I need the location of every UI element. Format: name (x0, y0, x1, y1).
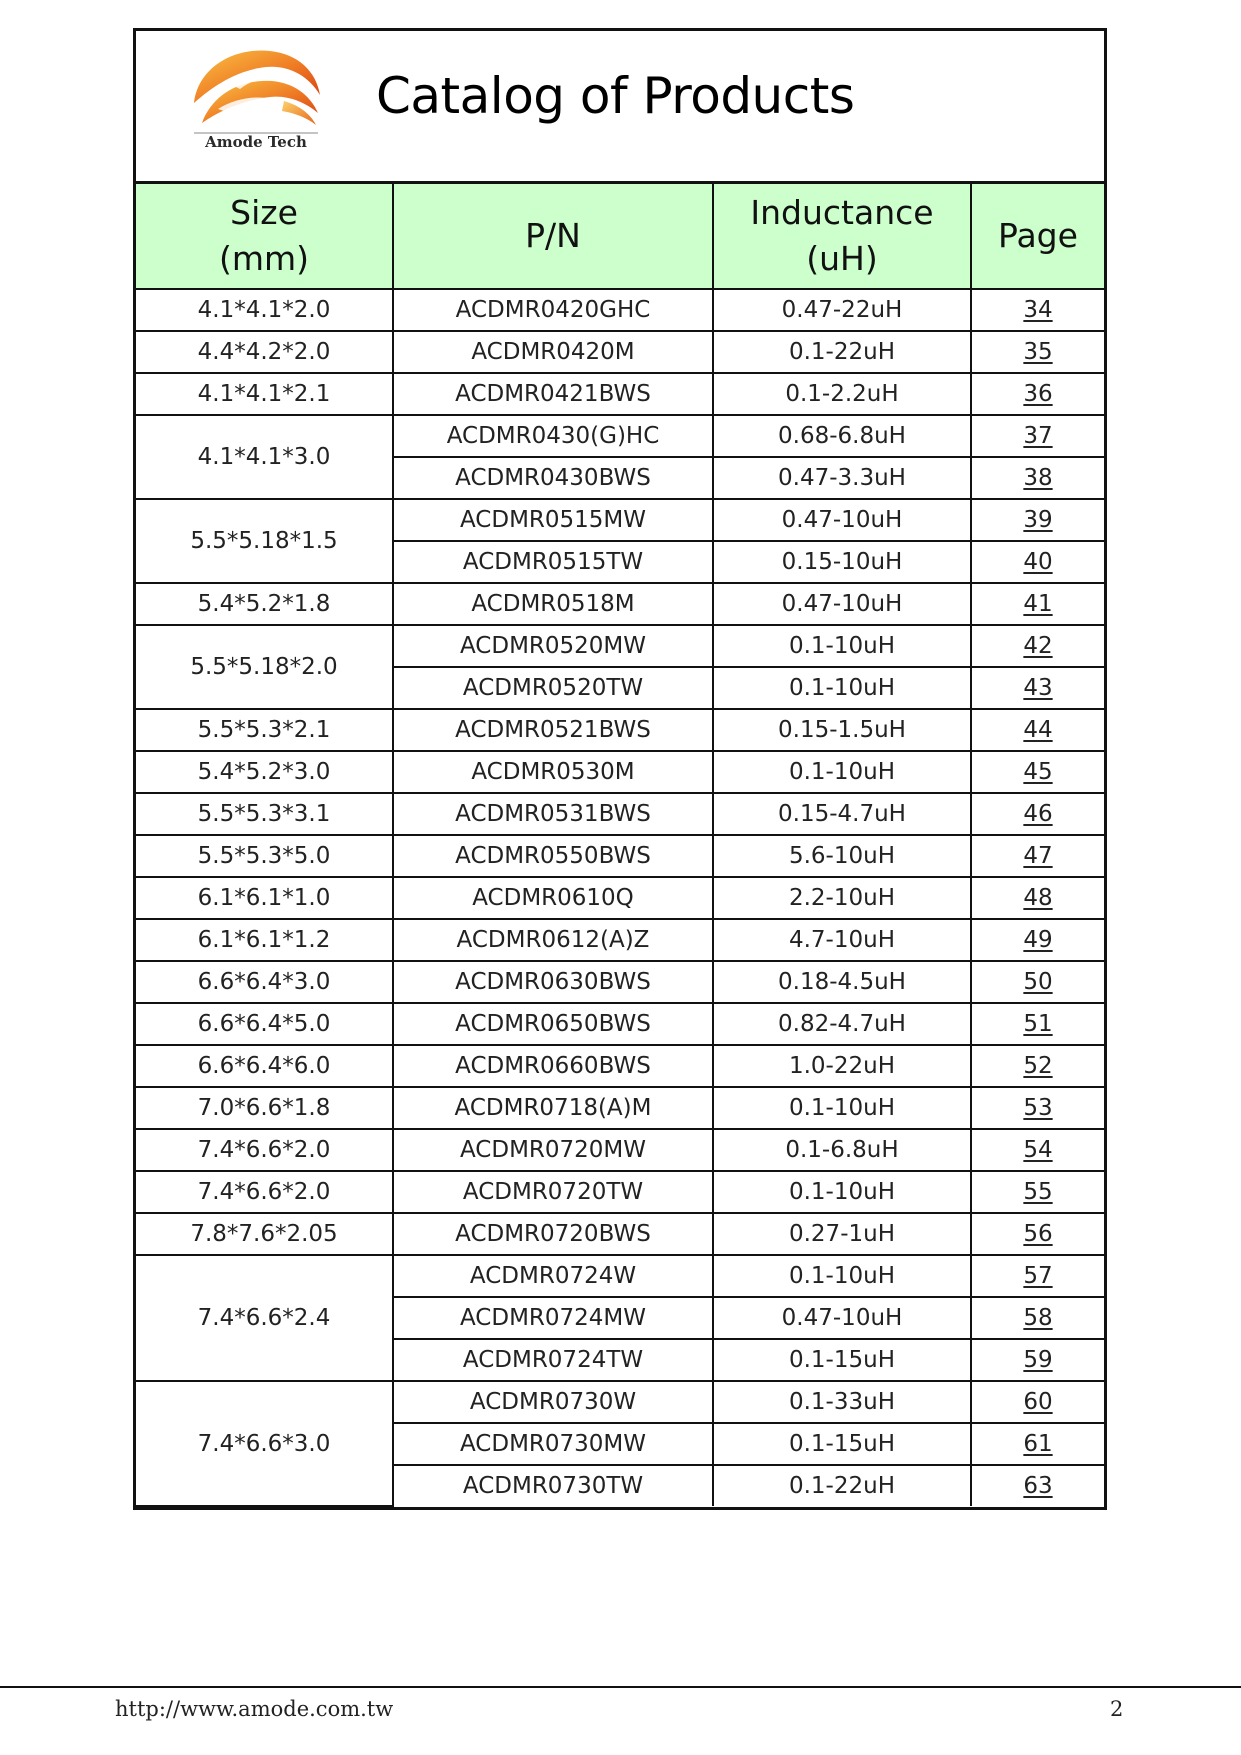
part-number-cell: ACDMR0531BWS (393, 793, 713, 835)
inductance-cell: 0.1-10uH (713, 625, 971, 667)
inductance-cell: 0.68-6.8uH (713, 415, 971, 457)
part-number-cell: ACDMR0610Q (393, 877, 713, 919)
column-header-label: Page (998, 216, 1078, 255)
page-cell (971, 1255, 1104, 1297)
inductance-cell: 0.82-4.7uH (713, 1003, 971, 1045)
size-cell: 6.1*6.1*1.0 (136, 877, 393, 919)
part-number-cell: ACDMR0515MW (393, 499, 713, 541)
size-cell: 7.8*7.6*2.05 (136, 1213, 393, 1255)
page-link[interactable]: 36 (1023, 381, 1053, 407)
part-number-cell: ACDMR0724MW (393, 1297, 713, 1339)
footer-page-number: 2 (1110, 1697, 1124, 1721)
size-cell: 4.1*4.1*2.1 (136, 373, 393, 415)
inductance-cell: 0.47-3.3uH (713, 457, 971, 499)
page-cell (971, 625, 1104, 667)
inductance-cell: 0.1-10uH (713, 1255, 971, 1297)
inductance-cell: 0.47-10uH (713, 583, 971, 625)
page-link[interactable]: 51 (1023, 1011, 1053, 1037)
part-number-cell: ACDMR0720MW (393, 1129, 713, 1171)
size-cell: 7.4*6.6*2.0 (136, 1171, 393, 1213)
table-row (136, 1381, 1104, 1423)
size-cell: 5.4*5.2*1.8 (136, 583, 393, 625)
page-link[interactable]: 52 (1023, 1053, 1053, 1079)
part-number-cell: ACDMR0518M (393, 583, 713, 625)
inductance-cell: 5.6-10uH (713, 835, 971, 877)
size-cell: 5.5*5.18*1.5 (136, 499, 393, 583)
part-number-cell: ACDMR0724W (393, 1255, 713, 1297)
column-header-unit: (mm) (218, 239, 310, 278)
size-cell: 7.4*6.6*3.0 (136, 1381, 393, 1506)
column-header-unit: (uH) (806, 239, 878, 278)
page-cell (971, 583, 1104, 625)
catalog-header (136, 31, 1104, 184)
page-cell (971, 1423, 1104, 1465)
part-number-cell: ACDMR0420GHC (393, 289, 713, 331)
page-cell (971, 919, 1104, 961)
table-row (136, 961, 1104, 1003)
part-number-cell: ACDMR0520TW (393, 667, 713, 709)
page-title: Catalog of Products (376, 67, 855, 125)
inductance-cell: 0.1-10uH (713, 751, 971, 793)
size-cell: 5.5*5.3*3.1 (136, 793, 393, 835)
inductance-cell: 0.27-1uH (713, 1213, 971, 1255)
page-cell (971, 457, 1104, 499)
column-header-label: Inductance (750, 193, 934, 232)
table-row (136, 1087, 1104, 1129)
part-number-cell: ACDMR0730MW (393, 1423, 713, 1465)
inductance-cell: 0.1-10uH (713, 1171, 971, 1213)
page-link[interactable]: 56 (1023, 1221, 1053, 1247)
page-cell (971, 1045, 1104, 1087)
size-cell: 7.0*6.6*1.8 (136, 1087, 393, 1129)
size-cell: 7.4*6.6*2.4 (136, 1255, 393, 1381)
column-header-pn (393, 184, 713, 289)
inductance-cell: 0.15-4.7uH (713, 793, 971, 835)
inductance-cell: 0.15-10uH (713, 541, 971, 583)
inductance-cell: 0.1-10uH (713, 1087, 971, 1129)
part-number-cell: ACDMR0520MW (393, 625, 713, 667)
part-number-cell: ACDMR0650BWS (393, 1003, 713, 1045)
page-link[interactable]: 55 (1023, 1179, 1053, 1205)
inductance-cell: 0.1-2.2uH (713, 373, 971, 415)
page-link[interactable]: 43 (1023, 675, 1053, 701)
inductance-cell: 0.15-1.5uH (713, 709, 971, 751)
page-link[interactable]: 48 (1023, 885, 1053, 911)
page-link[interactable]: 47 (1023, 843, 1053, 869)
size-cell: 4.1*4.1*3.0 (136, 415, 393, 499)
page-cell (971, 1087, 1104, 1129)
page-cell (971, 667, 1104, 709)
inductance-cell: 0.1-33uH (713, 1381, 971, 1423)
part-number-cell: ACDMR0550BWS (393, 835, 713, 877)
inductance-cell: 0.47-10uH (713, 499, 971, 541)
page-cell (971, 373, 1104, 415)
page-link[interactable]: 39 (1023, 507, 1053, 533)
part-number-cell: ACDMR0430BWS (393, 457, 713, 499)
part-number-cell: ACDMR0530M (393, 751, 713, 793)
page-link[interactable]: 41 (1023, 591, 1053, 617)
table-row (136, 1171, 1104, 1213)
page-cell (971, 1381, 1104, 1423)
column-header-label: Size (230, 193, 298, 232)
inductance-cell: 0.1-15uH (713, 1339, 971, 1381)
part-number-cell: ACDMR0718(A)M (393, 1087, 713, 1129)
size-cell: 6.6*6.4*5.0 (136, 1003, 393, 1045)
page-link[interactable]: 37 (1023, 423, 1053, 449)
page-link[interactable]: 53 (1023, 1095, 1053, 1121)
page-cell (971, 1297, 1104, 1339)
table-row (136, 751, 1104, 793)
column-header-label: P/N (525, 216, 581, 255)
page-cell (971, 709, 1104, 751)
size-cell: 4.1*4.1*2.0 (136, 289, 393, 331)
table-row (136, 1045, 1104, 1087)
part-number-cell: ACDMR0720TW (393, 1171, 713, 1213)
part-number-cell: ACDMR0430(G)HC (393, 415, 713, 457)
page-cell (971, 1129, 1104, 1171)
inductance-cell: 4.7-10uH (713, 919, 971, 961)
size-cell: 5.5*5.3*5.0 (136, 835, 393, 877)
page-link[interactable]: 40 (1023, 549, 1053, 575)
inductance-cell: 0.18-4.5uH (713, 961, 971, 1003)
catalog-frame (133, 28, 1107, 1510)
page-link[interactable]: 45 (1023, 759, 1053, 785)
page-cell (971, 499, 1104, 541)
page-link[interactable]: 54 (1023, 1137, 1053, 1163)
page-cell (971, 541, 1104, 583)
page-link[interactable]: 35 (1023, 339, 1053, 365)
product-table (136, 184, 1104, 1507)
page-cell (971, 1003, 1104, 1045)
page-link[interactable]: 38 (1023, 465, 1053, 491)
size-cell: 4.4*4.2*2.0 (136, 331, 393, 373)
inductance-cell: 0.1-22uH (713, 1465, 971, 1506)
page-cell (971, 415, 1104, 457)
inductance-cell: 0.1-15uH (713, 1423, 971, 1465)
column-header-page (971, 184, 1104, 289)
table-row (136, 793, 1104, 835)
page-cell (971, 1171, 1104, 1213)
inductance-cell: 1.0-22uH (713, 1045, 971, 1087)
part-number-cell: ACDMR0720BWS (393, 1213, 713, 1255)
footer-divider (0, 1686, 1241, 1688)
page-cell (971, 1465, 1104, 1506)
part-number-cell: ACDMR0660BWS (393, 1045, 713, 1087)
page-link[interactable]: 34 (1023, 297, 1053, 323)
part-number-cell: ACDMR0730TW (393, 1465, 713, 1506)
inductance-cell: 2.2-10uH (713, 877, 971, 919)
part-number-cell: ACDMR0421BWS (393, 373, 713, 415)
inductance-cell: 0.1-6.8uH (713, 1129, 971, 1171)
table-row (136, 583, 1104, 625)
page-cell (971, 835, 1104, 877)
table-row (136, 625, 1104, 667)
inductance-cell: 0.47-22uH (713, 289, 971, 331)
page-link[interactable]: 49 (1023, 927, 1053, 953)
page-cell (971, 751, 1104, 793)
table-row (136, 415, 1104, 457)
page-link[interactable]: 61 (1023, 1431, 1053, 1457)
part-number-cell: ACDMR0612(A)Z (393, 919, 713, 961)
part-number-cell: ACDMR0521BWS (393, 709, 713, 751)
size-cell: 5.5*5.3*2.1 (136, 709, 393, 751)
inductance-cell: 0.1-10uH (713, 667, 971, 709)
table-row (136, 499, 1104, 541)
table-header-row (136, 184, 1104, 289)
part-number-cell: ACDMR0420M (393, 331, 713, 373)
column-header-inductance (713, 184, 971, 289)
column-header-size (136, 184, 393, 289)
size-cell: 6.6*6.4*3.0 (136, 961, 393, 1003)
table-row (136, 709, 1104, 751)
size-cell: 5.5*5.18*2.0 (136, 625, 393, 709)
table-row (136, 835, 1104, 877)
page-link[interactable]: 57 (1023, 1263, 1053, 1289)
page-cell (971, 289, 1104, 331)
page-cell (971, 1213, 1104, 1255)
page-cell (971, 961, 1104, 1003)
page-cell (971, 331, 1104, 373)
page-link[interactable]: 59 (1023, 1347, 1053, 1373)
page-link[interactable]: 58 (1023, 1305, 1053, 1331)
size-cell: 6.1*6.1*1.2 (136, 919, 393, 961)
page-link[interactable]: 42 (1023, 633, 1053, 659)
page-cell (971, 1339, 1104, 1381)
page-link[interactable]: 60 (1023, 1389, 1053, 1415)
company-logo (188, 43, 324, 163)
part-number-cell: ACDMR0515TW (393, 541, 713, 583)
part-number-cell: ACDMR0724TW (393, 1339, 713, 1381)
inductance-cell: 0.47-10uH (713, 1297, 971, 1339)
part-number-cell: ACDMR0630BWS (393, 961, 713, 1003)
table-row (136, 1003, 1104, 1045)
table-row (136, 373, 1104, 415)
table-row (136, 919, 1104, 961)
page-cell (971, 793, 1104, 835)
page-link[interactable]: 46 (1023, 801, 1053, 827)
table-row (136, 1255, 1104, 1297)
table-row (136, 331, 1104, 373)
table-row (136, 289, 1104, 331)
table-row (136, 877, 1104, 919)
size-cell: 6.6*6.4*6.0 (136, 1045, 393, 1087)
table-body (136, 289, 1104, 1506)
page-cell (971, 877, 1104, 919)
size-cell: 7.4*6.6*2.0 (136, 1129, 393, 1171)
inductance-cell: 0.1-22uH (713, 331, 971, 373)
flame-logo-icon (188, 43, 324, 135)
logo-wordmark: Amode Tech (205, 133, 307, 151)
page-link[interactable]: 44 (1023, 717, 1053, 743)
size-cell: 5.4*5.2*3.0 (136, 751, 393, 793)
part-number-cell: ACDMR0730W (393, 1381, 713, 1423)
table-row (136, 1129, 1104, 1171)
page-link[interactable]: 63 (1023, 1473, 1053, 1499)
table-row (136, 1213, 1104, 1255)
footer-url: http://www.amode.com.tw (115, 1697, 394, 1721)
page-link[interactable]: 50 (1023, 969, 1053, 995)
